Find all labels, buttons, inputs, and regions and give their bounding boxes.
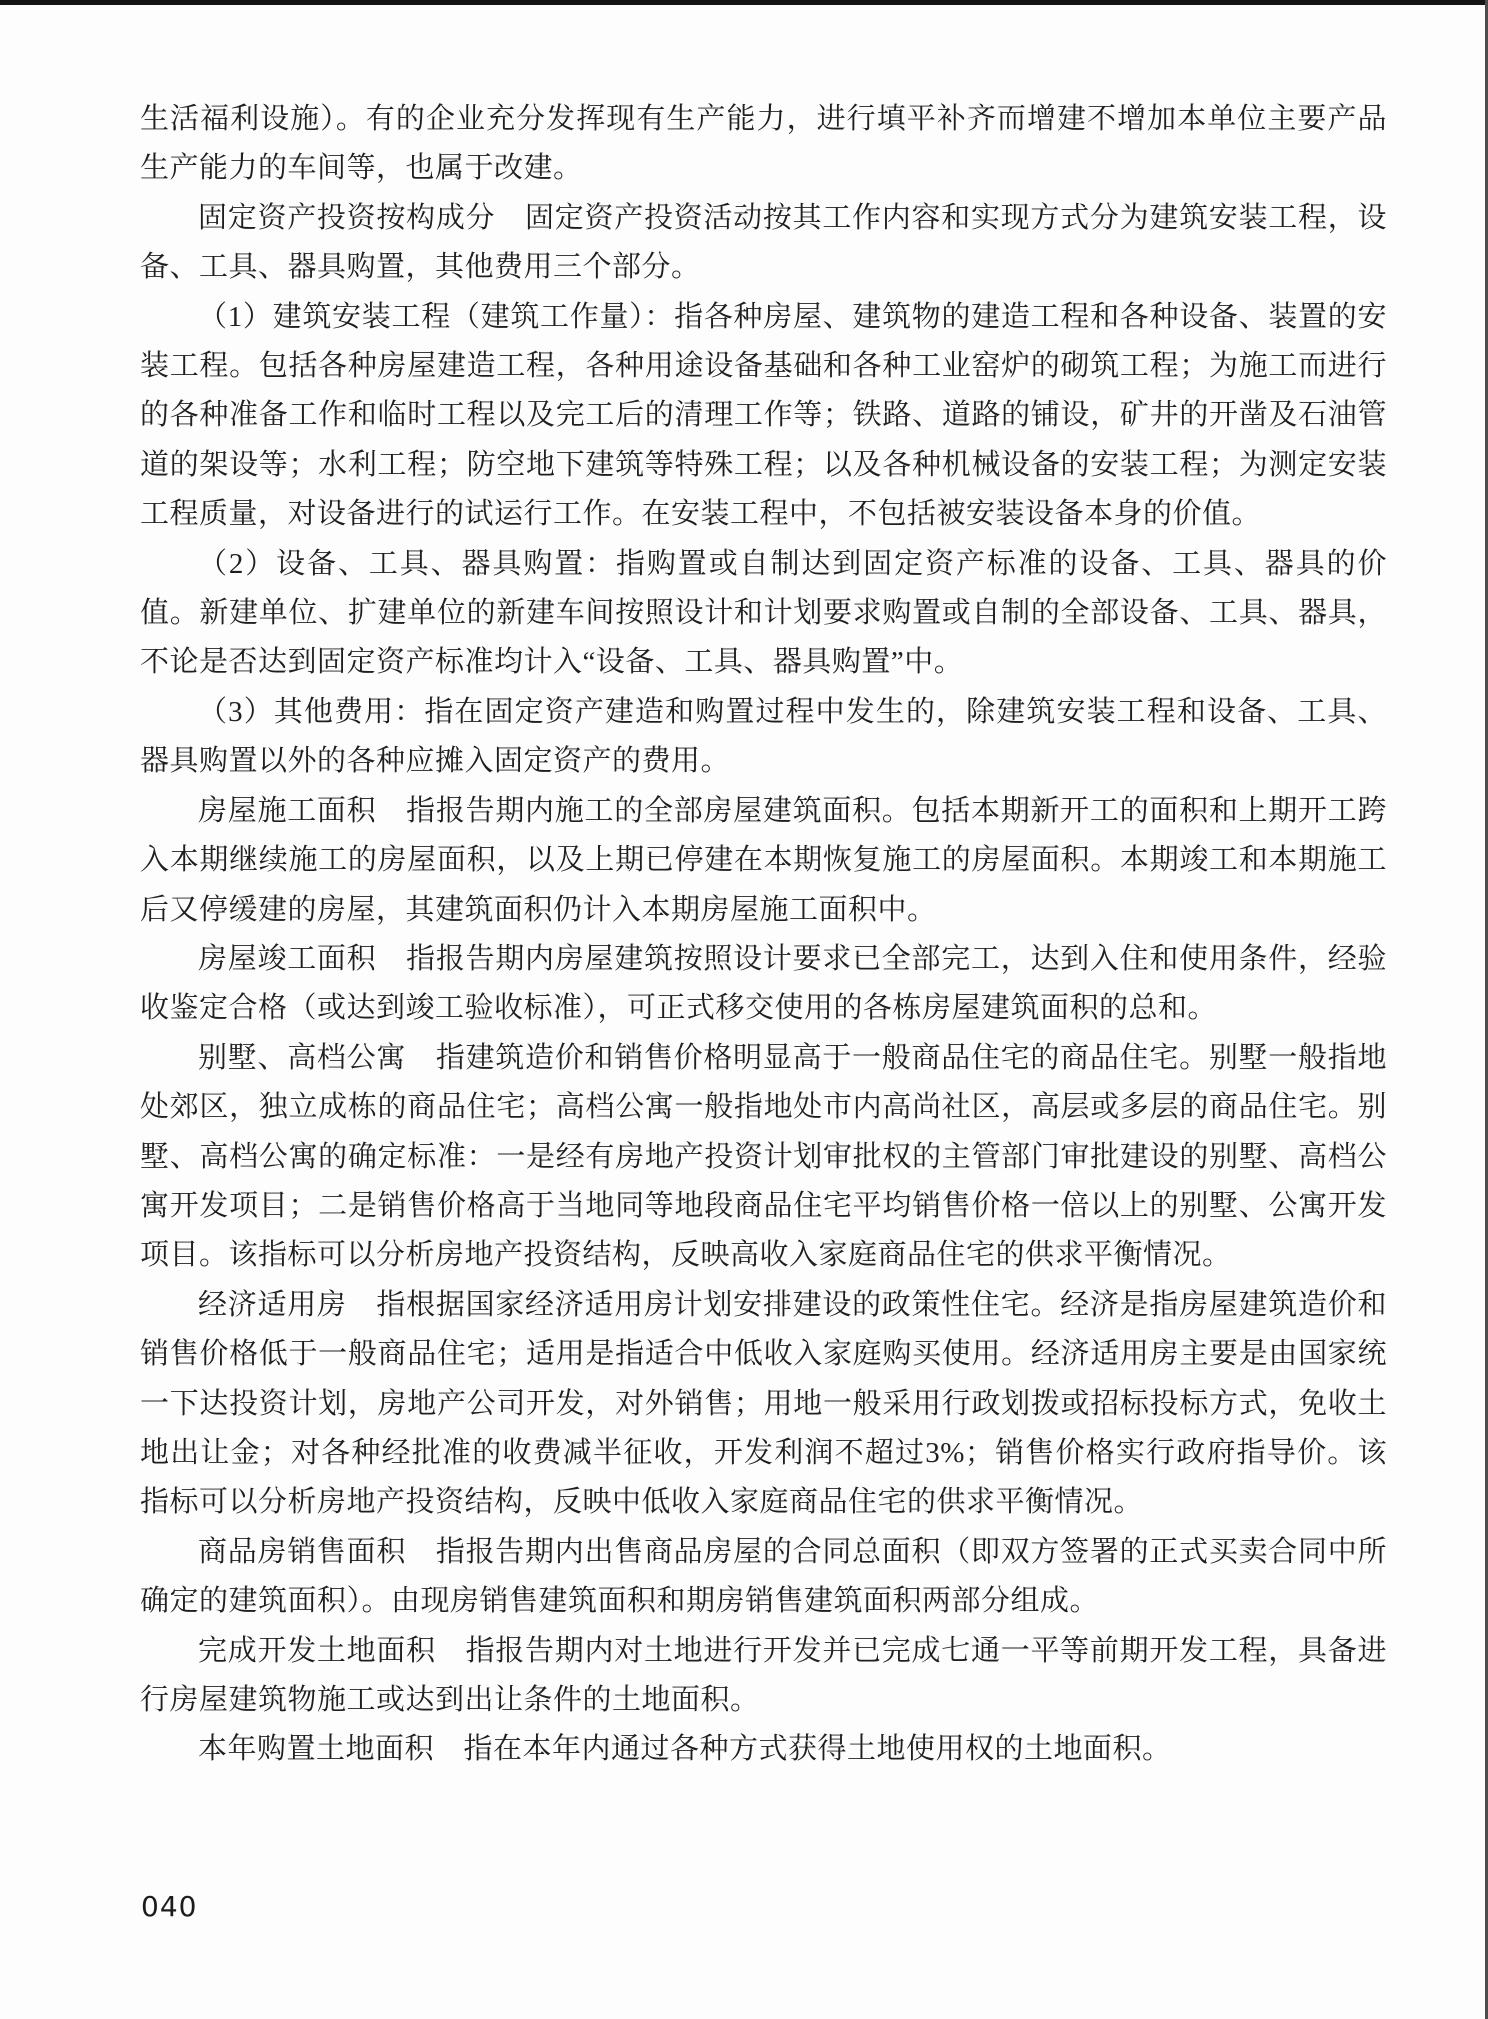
paragraph-text: 生活福利设施）。有的企业充分发挥现有生产能力，进行填平补齐而增建不增加本单位主要产品生产能力的车间等，也属于改建。 [140, 103, 1387, 185]
paragraph [140, 1627, 1387, 1726]
paragraph-text: 指报告期内房屋建筑按照设计要求已全部完工，达到入住和使用条件，经验收鉴定合格（或达到竣工验收标准），可正式移交使用的各栋房屋建筑面积的总和。 [140, 942, 1387, 1025]
paragraph-text: 指根据国家经济适用房计划安排建设的政策性住宅。经济是指房屋建筑造价和销售价格低于一般商品住宅；适用是指适合中低收入家庭购买使用。经济适用房主要是由国家统一下达投资计划，房地产公司开发，对外销售；用地一般采用行政划拨或招标投标方式，免收土地出让金；对各种经批准的收费减半征收，开发利润不超过3%；销售价格实行政府指导价。该指标可以分析房地产投资结构，反映中低收入家庭商品住宅的供求平衡情况。 [140, 1288, 1387, 1519]
paragraph [140, 194, 1387, 293]
paragraph [140, 293, 1387, 540]
paragraph-text: 指报告期内对土地进行开发并已完成七通一平等前期开发工程，具备进行房屋建筑物施工或达到出让条件的土地面积。 [140, 1634, 1387, 1716]
paragraph [140, 1528, 1387, 1627]
paragraph-text: （1）建筑安装工程（建筑工作量）：指各种房屋、建筑物的建造工程和各种设备、装置的安装工程。包括各种房屋建造工程，各种用途设备基础和各种工业窑炉的砌筑工程；为施工而进行的各种准备工作和临时工程以及完工后的清理工作等；铁路、道路的铺设，矿井的开凿及石油管道的架设等；水利工程；防空地下建筑等特殊工程；以及各种机械设备的安装工程；为测定安装工程质量，对设备进行的试运行工作。在安装工程中，不包括被安装设备本身的价值。 [140, 300, 1387, 531]
paragraph [140, 95, 1387, 194]
paragraph-text: （2）设备、工具、器具购置：指购置或自制达到固定资产标准的设备、工具、器具的价值。新建单位、扩建单位的新建车间按照设计和计划要求购置或自制的全部设备、工具、器具，不论是否达到固定资产标准均计入“设备、工具、器具购置”中。 [140, 547, 1387, 679]
term-label: 经济适用房 [198, 1288, 347, 1321]
paragraph-text: 指报告期内出售商品房屋的合同总面积（即双方签署的正式买卖合同中所确定的建筑面积）。由现房销售建筑面积和期房销售建筑面积两部分组成。 [140, 1535, 1387, 1618]
paragraph-text: 指在本年内通过各种方式获得土地使用权的土地面积。 [463, 1733, 1172, 1766]
term-label: 房屋竣工面积 [198, 942, 377, 975]
paragraph [140, 540, 1387, 688]
paragraph [140, 787, 1387, 935]
paragraph [140, 935, 1387, 1034]
term-label: 房屋施工面积 [198, 794, 377, 827]
paragraph-text: 指建筑造价和销售价格明显高于一般商品住宅的商品住宅。别墅一般指地处郊区，独立成栋的商品住宅；高档公寓一般指地处市内高尚社区，高层或多层的商品住宅。别墅、高档公寓的确定标准：一是经有房地产投资计划审批权的主管部门审批建设的别墅、高档公寓开发项目；二是销售价格高于当地同等地段商品住宅平均销售价格一倍以上的别墅、公寓开发项目。该指标可以分析房地产投资结构，反映高收入家庭商品住宅的供求平衡情况。 [140, 1041, 1387, 1272]
paragraph [140, 1281, 1387, 1528]
paragraph-text: （3）其他费用：指在固定资产建造和购置过程中发生的，除建筑安装工程和设备、工具、器具购置以外的各种应摊入固定资产的费用。 [140, 695, 1387, 778]
term-label: 别墅、高档公寓 [198, 1041, 407, 1074]
paragraph [140, 1725, 1387, 1774]
paragraph [140, 688, 1387, 787]
term-label: 固定资产投资按构成分 [198, 201, 496, 234]
term-label: 商品房销售面积 [198, 1535, 407, 1568]
term-label: 本年购置土地面积 [198, 1733, 435, 1766]
term-label: 完成开发土地面积 [198, 1634, 436, 1667]
paragraph-text: 指报告期内施工的全部房屋建筑面积。包括本期新开工的面积和上期开工跨入本期继续施工的房屋面积，以及上期已停建在本期恢复施工的房屋面积。本期竣工和本期施工后又停缓建的房屋，其建筑面积仍计入本期房屋施工面积中。 [140, 794, 1387, 926]
paragraph-text: 固定资产投资活动按其工作内容和实现方式分为建筑安装工程，设备、工具、器具购置，其他费用三个部分。 [140, 201, 1387, 284]
text-block [140, 95, 1387, 1775]
page-top-edge-line [0, 0, 1488, 5]
paragraph [140, 1034, 1387, 1281]
page-number: 040 [141, 1890, 198, 1923]
